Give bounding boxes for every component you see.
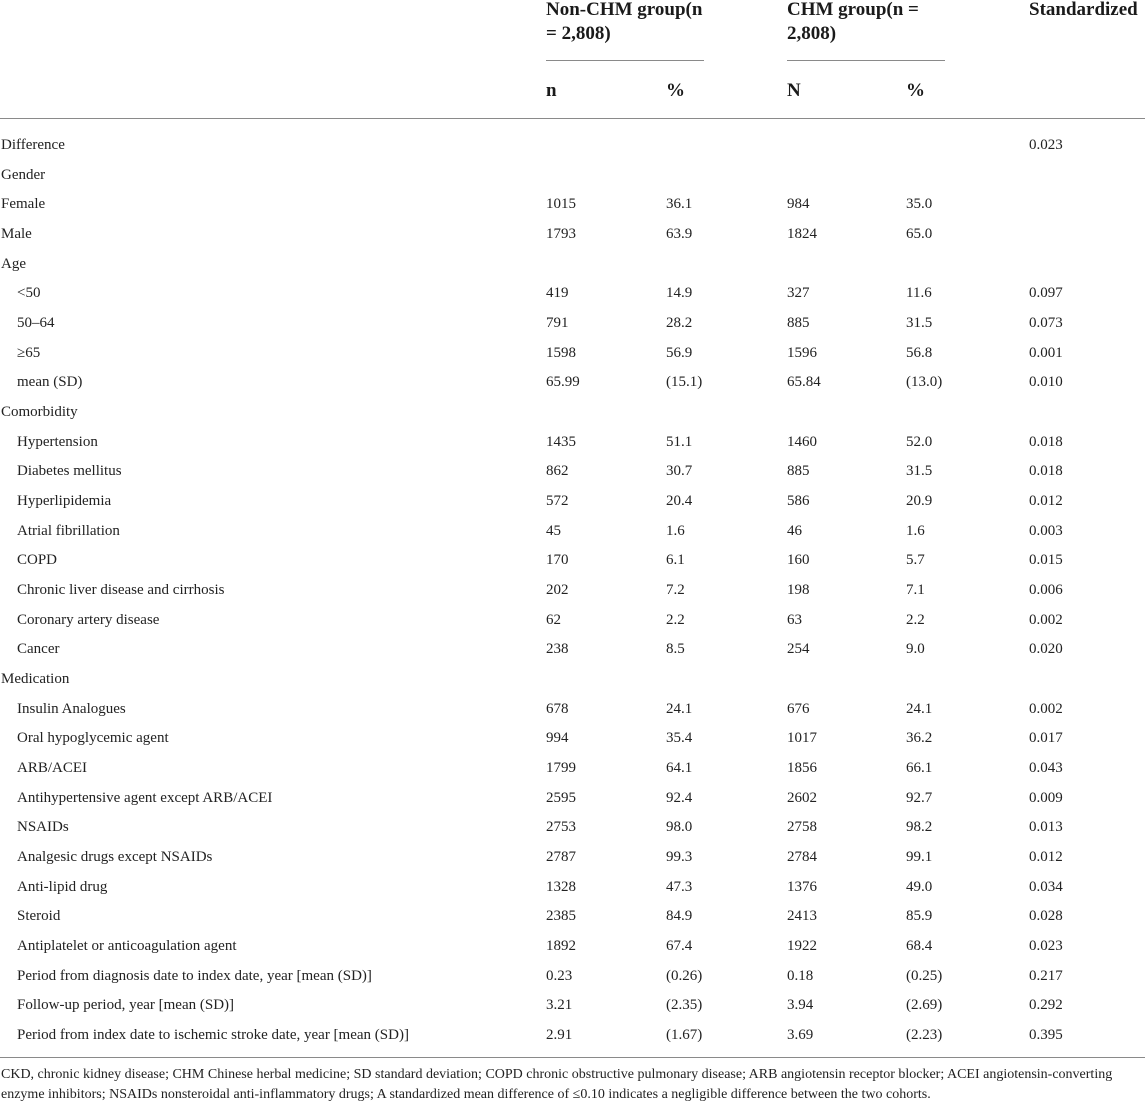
cell-pct-chm: 7.1 — [906, 582, 925, 599]
cell-n-chm: 2602 — [787, 789, 817, 806]
cell-pct-non-chm: 30.7 — [666, 463, 693, 480]
table-row — [0, 486, 1145, 516]
cell-n-chm: 327 — [787, 285, 810, 302]
table-row — [0, 130, 1145, 160]
cell-pct-non-chm: 20.4 — [666, 493, 693, 510]
row-label: Period from index date to ischemic stroke date, year [mean (SD)] — [17, 1027, 409, 1044]
cell-n-non-chm: 419 — [546, 285, 569, 302]
cell-standardized: 0.006 — [1029, 582, 1063, 599]
row-label: 50–64 — [17, 315, 55, 332]
cell-standardized: 0.009 — [1029, 789, 1063, 806]
table-row — [0, 872, 1145, 902]
table-row — [0, 990, 1145, 1020]
cell-n-chm: 160 — [787, 552, 810, 569]
cell-pct-non-chm: 28.2 — [666, 315, 693, 332]
cell-n-chm: 1460 — [787, 433, 817, 450]
cell-n-non-chm: 994 — [546, 730, 569, 747]
row-label: Cancer — [17, 641, 60, 658]
row-label: Chronic liver disease and cirrhosis — [17, 582, 225, 599]
cell-pct-chm: (0.25) — [906, 967, 943, 984]
cell-standardized: 0.010 — [1029, 374, 1063, 391]
table-row — [0, 783, 1145, 813]
table-row — [0, 308, 1145, 338]
header-bottom-rule — [0, 118, 1145, 119]
cell-n-non-chm: 3.21 — [546, 997, 573, 1014]
cell-n-non-chm: 2787 — [546, 849, 576, 866]
table-header — [0, 0, 1145, 120]
row-label: Insulin Analogues — [17, 700, 126, 717]
table-row — [0, 219, 1145, 249]
cell-pct-chm: 31.5 — [906, 463, 933, 480]
header-sub-pct2: % — [906, 80, 925, 101]
cell-pct-non-chm: 84.9 — [666, 908, 693, 925]
cell-standardized: 0.015 — [1029, 552, 1063, 569]
cell-pct-non-chm: (15.1) — [666, 374, 703, 391]
cell-n-non-chm: 1892 — [546, 938, 576, 955]
table-row — [0, 516, 1145, 546]
cell-n-chm: 63 — [787, 611, 802, 628]
table-row — [0, 931, 1145, 961]
cell-pct-chm: 1.6 — [906, 522, 925, 539]
table-row — [0, 189, 1145, 219]
row-label: Male — [1, 226, 32, 243]
cell-n-chm: 1824 — [787, 226, 817, 243]
cell-n-non-chm: 1435 — [546, 433, 576, 450]
row-label: Medication — [1, 671, 70, 688]
cell-pct-chm: 2.2 — [906, 611, 925, 628]
header-sub-n2: N — [787, 80, 801, 101]
cell-n-non-chm: 791 — [546, 315, 569, 332]
table-row — [0, 961, 1145, 991]
cell-standardized: 0.012 — [1029, 849, 1063, 866]
cell-pct-chm: 52.0 — [906, 433, 933, 450]
cell-pct-chm: 31.5 — [906, 315, 933, 332]
cell-pct-chm: 20.9 — [906, 493, 933, 510]
cell-n-chm: 676 — [787, 700, 810, 717]
cell-n-non-chm: 678 — [546, 700, 569, 717]
cell-standardized: 0.001 — [1029, 344, 1063, 361]
cell-pct-non-chm: 8.5 — [666, 641, 685, 658]
cell-standardized: 0.002 — [1029, 700, 1063, 717]
row-label: ≥65 — [17, 344, 41, 361]
header-chm-group: CHM group(n = 2,808) — [787, 0, 919, 44]
header-non-chm-group: Non-CHM group(n = 2,808) — [546, 0, 703, 44]
cell-standardized: 0.023 — [1029, 938, 1063, 955]
cell-n-chm: 885 — [787, 315, 810, 332]
cell-n-chm: 198 — [787, 582, 810, 599]
cell-standardized: 0.073 — [1029, 315, 1063, 332]
row-label: Analgesic drugs except NSAIDs — [17, 849, 213, 866]
row-label: NSAIDs — [17, 819, 69, 836]
row-label: Age — [1, 255, 26, 272]
cell-standardized: 0.013 — [1029, 819, 1063, 836]
header-standardized: Standardized — [1029, 0, 1138, 20]
cell-pct-chm: 98.2 — [906, 819, 933, 836]
cell-n-non-chm: 2.91 — [546, 1027, 573, 1044]
cell-standardized: 0.017 — [1029, 730, 1063, 747]
cell-standardized: 0.023 — [1029, 137, 1063, 153]
cell-pct-chm: 9.0 — [906, 641, 925, 658]
table-row — [0, 367, 1145, 397]
row-label: Difference — [1, 137, 65, 153]
cell-pct-non-chm: 35.4 — [666, 730, 693, 747]
row-label: COPD — [17, 552, 58, 569]
table-bottom-rule — [0, 1057, 1145, 1058]
row-label: ARB/ACEI — [17, 760, 88, 777]
cell-pct-non-chm: (1.67) — [666, 1027, 703, 1044]
cell-n-non-chm: 62 — [546, 611, 561, 628]
cell-pct-non-chm: 67.4 — [666, 938, 693, 955]
cell-pct-non-chm: 98.0 — [666, 819, 693, 836]
cell-pct-chm: 24.1 — [906, 700, 933, 717]
cell-n-non-chm: 2595 — [546, 789, 576, 806]
cell-pct-non-chm: 2.2 — [666, 611, 685, 628]
cell-n-chm: 984 — [787, 196, 810, 213]
table-row — [0, 901, 1145, 931]
row-label: Hyperlipidemia — [17, 493, 112, 510]
cell-pct-non-chm: 63.9 — [666, 226, 693, 243]
cell-n-non-chm: 65.99 — [546, 374, 580, 391]
cell-n-non-chm: 45 — [546, 522, 561, 539]
cell-pct-non-chm: 92.4 — [666, 789, 693, 806]
cell-n-chm: 2758 — [787, 819, 817, 836]
cell-n-chm: 0.18 — [787, 967, 814, 984]
cell-pct-chm: (13.0) — [906, 374, 943, 391]
cell-n-chm: 885 — [787, 463, 810, 480]
cell-n-chm: 65.84 — [787, 374, 821, 391]
table-row — [0, 427, 1145, 457]
cell-pct-non-chm: 6.1 — [666, 552, 685, 569]
cell-pct-chm: 49.0 — [906, 878, 933, 895]
row-label: Follow-up period, year [mean (SD)] — [17, 997, 235, 1014]
cell-pct-chm: 5.7 — [906, 552, 925, 569]
cell-pct-non-chm: 24.1 — [666, 700, 693, 717]
header-non-chm-underline — [546, 60, 704, 61]
cell-pct-non-chm: 99.3 — [666, 849, 693, 866]
row-label: mean (SD) — [17, 374, 83, 391]
table-row — [0, 1020, 1145, 1050]
cell-n-non-chm: 238 — [546, 641, 569, 658]
cell-n-chm: 1376 — [787, 878, 817, 895]
cell-pct-chm: (2.23) — [906, 1027, 943, 1044]
header-chm-underline — [787, 60, 945, 61]
cell-n-non-chm: 2753 — [546, 819, 576, 836]
cell-pct-chm: 68.4 — [906, 938, 933, 955]
table-row — [0, 160, 1145, 190]
row-label: Steroid — [17, 908, 61, 925]
cell-n-non-chm: 2385 — [546, 908, 576, 925]
cell-n-chm: 2413 — [787, 908, 817, 925]
cell-n-chm: 254 — [787, 641, 810, 658]
table-row — [0, 753, 1145, 783]
cell-n-chm: 1922 — [787, 938, 817, 955]
row-label: Coronary artery disease — [17, 611, 160, 628]
row-label: Antiplatelet or anticoagulation agent — [17, 938, 237, 955]
cell-standardized: 0.018 — [1029, 433, 1063, 450]
cell-standardized: 0.292 — [1029, 997, 1063, 1014]
cell-standardized: 0.395 — [1029, 1027, 1063, 1044]
cell-pct-non-chm: 1.6 — [666, 522, 685, 539]
row-label: Oral hypoglycemic agent — [17, 730, 169, 747]
row-label: Atrial fibrillation — [17, 522, 120, 539]
cell-n-non-chm: 202 — [546, 582, 569, 599]
row-label: Hypertension — [17, 433, 98, 450]
cell-pct-non-chm: (0.26) — [666, 967, 703, 984]
table-row — [0, 812, 1145, 842]
cell-n-chm: 1856 — [787, 760, 817, 777]
row-label: Gender — [1, 166, 46, 183]
row-label: Female — [1, 196, 46, 213]
cell-n-non-chm: 1015 — [546, 196, 576, 213]
table-row — [0, 249, 1145, 279]
header-sub-n1: n — [546, 80, 557, 101]
cell-pct-chm: 56.8 — [906, 344, 933, 361]
cell-pct-non-chm: 56.9 — [666, 344, 693, 361]
cell-pct-non-chm: 14.9 — [666, 285, 693, 302]
table-footnote: CKD, chronic kidney disease; CHM Chinese herbal medicine; SD standard deviation; COPD chronic obstructive pulmonary disease; ARB angiotensin receptor blocker; ACEI angiotensin-converting enzyme inhibitors; NSAIDs nonsteroidal anti-inflammatory drugs; A standardized mean difference of ≤0.10 indicates a negligible difference between the two cohorts. — [1, 1067, 1113, 1102]
cell-pct-chm: 92.7 — [906, 789, 933, 806]
row-label: Comorbidity — [1, 404, 78, 421]
cell-standardized: 0.028 — [1029, 908, 1063, 925]
table-row — [0, 575, 1145, 605]
cell-n-non-chm: 862 — [546, 463, 569, 480]
cell-standardized: 0.097 — [1029, 285, 1063, 302]
cell-pct-chm: 99.1 — [906, 849, 933, 866]
table-row — [0, 338, 1145, 368]
cell-standardized: 0.012 — [1029, 493, 1063, 510]
table-row — [0, 634, 1145, 664]
cell-n-chm: 586 — [787, 493, 810, 510]
cell-pct-chm: 35.0 — [906, 196, 933, 213]
table-row — [0, 545, 1145, 575]
cell-pct-non-chm: 51.1 — [666, 433, 693, 450]
cell-n-chm: 1596 — [787, 344, 817, 361]
cell-standardized: 0.003 — [1029, 522, 1063, 539]
header-sub-pct1: % — [666, 80, 685, 101]
cell-pct-non-chm: (2.35) — [666, 997, 703, 1014]
cell-pct-chm: 85.9 — [906, 908, 933, 925]
table-row — [0, 664, 1145, 694]
cell-n-chm: 3.94 — [787, 997, 814, 1014]
cell-standardized: 0.018 — [1029, 463, 1063, 480]
cell-pct-non-chm: 47.3 — [666, 878, 693, 895]
cell-n-non-chm: 0.23 — [546, 967, 573, 984]
cell-n-chm: 2784 — [787, 849, 817, 866]
row-label: Anti-lipid drug — [17, 878, 108, 895]
table-body — [0, 130, 1145, 1050]
cell-standardized: 0.043 — [1029, 760, 1063, 777]
row-label: Period from diagnosis date to index date, year [mean (SD)] — [17, 967, 372, 984]
row-label: Diabetes mellitus — [17, 463, 122, 480]
cell-n-non-chm: 572 — [546, 493, 569, 510]
cell-n-non-chm: 1328 — [546, 878, 576, 895]
cell-pct-non-chm: 7.2 — [666, 582, 685, 599]
cell-n-non-chm: 1598 — [546, 344, 576, 361]
cell-n-non-chm: 1793 — [546, 226, 576, 243]
table-row — [0, 456, 1145, 486]
cell-pct-chm: (2.69) — [906, 997, 943, 1014]
cell-standardized: 0.034 — [1029, 878, 1063, 895]
table-row — [0, 842, 1145, 872]
table-row — [0, 605, 1145, 635]
cell-pct-chm: 36.2 — [906, 730, 933, 747]
cell-pct-non-chm: 36.1 — [666, 196, 693, 213]
table-row — [0, 397, 1145, 427]
cell-pct-chm: 11.6 — [906, 285, 932, 302]
cell-n-chm: 46 — [787, 522, 802, 539]
cell-n-non-chm: 170 — [546, 552, 569, 569]
cell-pct-non-chm: 64.1 — [666, 760, 693, 777]
table-row — [0, 723, 1145, 753]
cell-pct-chm: 65.0 — [906, 226, 933, 243]
row-label: Antihypertensive agent except ARB/ACEI — [17, 789, 273, 806]
cell-n-chm: 3.69 — [787, 1027, 814, 1044]
cell-pct-chm: 66.1 — [906, 760, 933, 777]
cell-standardized: 0.002 — [1029, 611, 1063, 628]
table-row — [0, 278, 1145, 308]
table-row — [0, 694, 1145, 724]
row-label: <50 — [17, 285, 41, 302]
cell-standardized: 0.020 — [1029, 641, 1063, 658]
cell-n-chm: 1017 — [787, 730, 817, 747]
cell-standardized: 0.217 — [1029, 967, 1063, 984]
cell-n-non-chm: 1799 — [546, 760, 576, 777]
